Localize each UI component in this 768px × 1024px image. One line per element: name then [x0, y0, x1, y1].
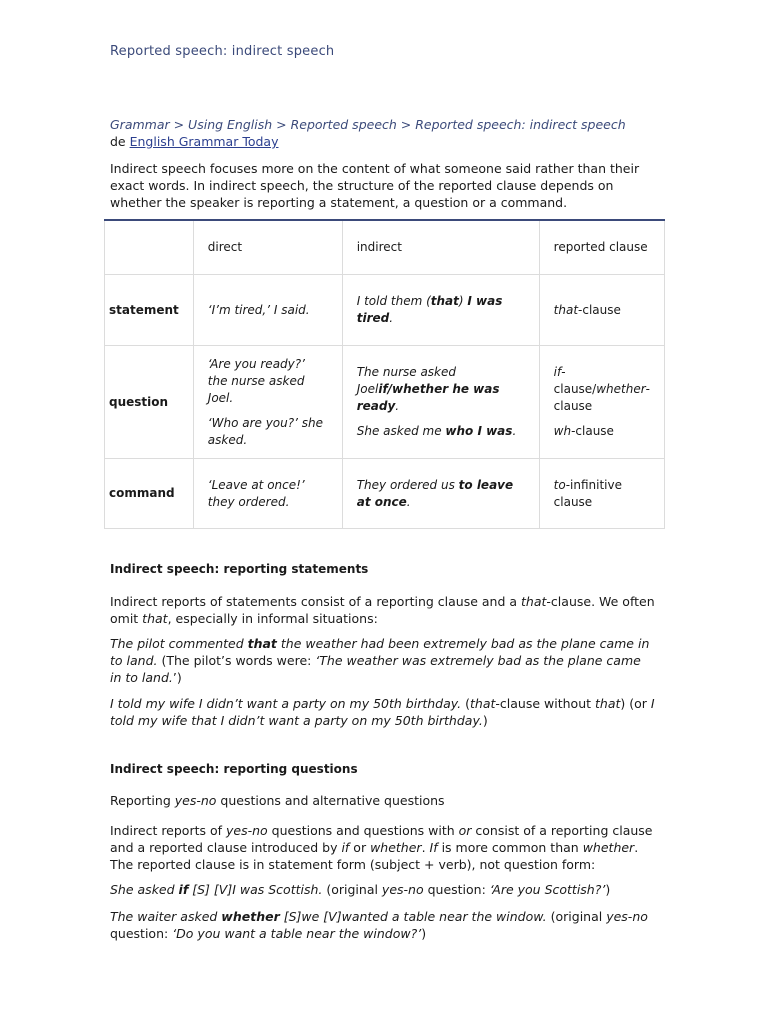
row-label: question: [105, 346, 194, 459]
indirect-cell: They ordered us to leave at once.: [342, 459, 539, 529]
section-heading-statements: Indirect speech: reporting statements: [110, 562, 369, 576]
speech-table: [104, 219, 665, 529]
source-line: [110, 134, 278, 149]
breadcrumb: Grammar > Using English > Reported speech > Reported speech: indirect speech: [110, 117, 626, 132]
table-header-cell: reported clause: [539, 220, 664, 275]
clause-cell: that-clause: [539, 275, 664, 346]
indirect-cell: The nurse asked Joelif/whether he was ready. She asked me who I was.: [342, 346, 539, 459]
direct-cell: ‘Leave at once!’ they ordered.: [193, 459, 342, 529]
table-header-row: [105, 220, 665, 275]
row-label: statement: [105, 275, 194, 346]
direct-cell: ‘I’m tired,’ I said.: [193, 275, 342, 346]
indirect-cell: I told them (that) I was tired.: [342, 275, 539, 346]
paragraph: Indirect reports of statements consist of a reporting clause and a that-clause. We often omit that, especially in informal situations:: [110, 594, 655, 626]
table-row: [105, 459, 665, 529]
example-paragraph: The pilot commented that the weather had been extremely bad as the plane came in to land. (The pilot’s words were: ‘The weather was extremely bad as the plane came in to land.’): [110, 636, 650, 685]
table-header-cell: indirect: [342, 220, 539, 275]
row-label: command: [105, 459, 194, 529]
document-title: Reported speech: indirect speech: [110, 44, 335, 59]
clause-cell: to-infinitive clause: [539, 459, 664, 529]
table-row: [105, 275, 665, 346]
intro-paragraph: Indirect speech focuses more on the content of what someone said rather than their exact words. In indirect speech, the structure of the reported clause depends on whether the speaker is reporting a statement, a question or a command.: [110, 161, 640, 210]
subheading: Reporting yes-no questions and alternative questions: [110, 793, 445, 808]
source-prefix: de: [110, 134, 126, 149]
example-paragraph: She asked if [S] [V]I was Scottish. (original yes-no question: ‘Are you Scottish?’): [110, 882, 611, 897]
source-link[interactable]: English Grammar Today: [129, 134, 279, 149]
direct-cell: ‘Are you ready?’ the nurse asked Joel. ‘Who are you?’ she asked.: [193, 346, 342, 459]
example-paragraph: I told my wife I didn’t want a party on my 50th birthday. (that-clause without that) (or I told my wife that I didn’t want a party on my 50th birthday.): [110, 696, 655, 728]
section-heading-questions: Indirect speech: reporting questions: [110, 762, 358, 776]
table-header-cell: direct: [193, 220, 342, 275]
example-paragraph: The waiter asked whether [S]we [V]wanted a table near the window. (original yes-no question: ‘Do you want a table near the window?’): [110, 909, 648, 941]
clause-cell: if-clause/whether-clause wh-clause: [539, 346, 664, 459]
paragraph: Indirect reports of yes-no questions and questions with or consist of a reporting clause and a reported clause introduced by if or whether. If is more common than whether. The reported clause is in statement form (subject + verb), not question form:: [110, 823, 653, 872]
table-header-cell: [105, 220, 194, 275]
table-row: [105, 346, 665, 459]
